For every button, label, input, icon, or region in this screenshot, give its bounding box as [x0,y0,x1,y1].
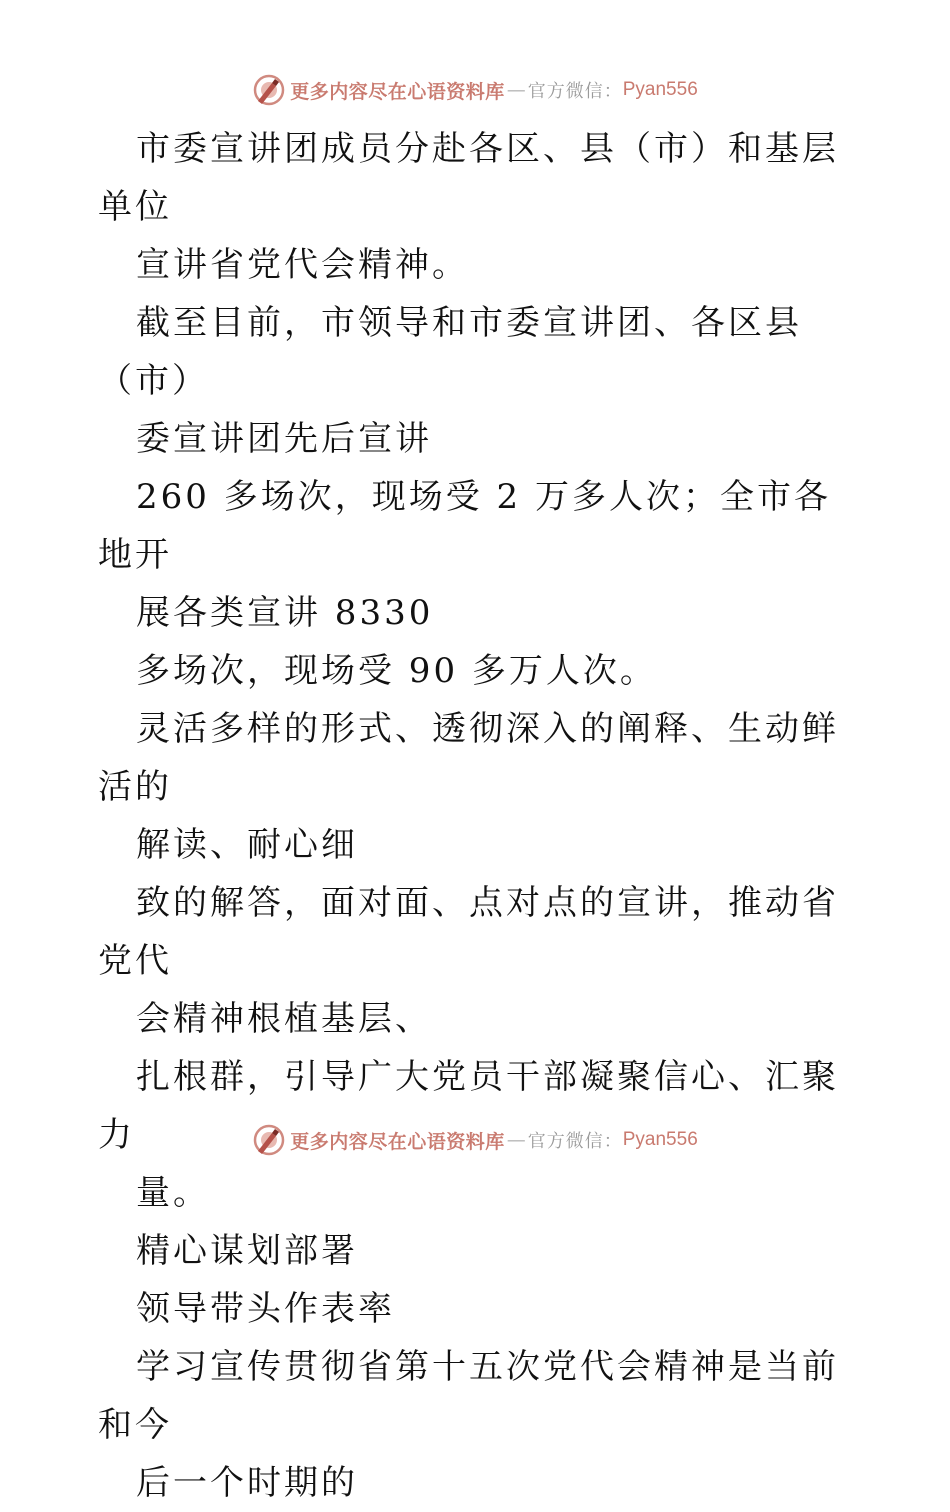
text-line: 截至目前，市领导和市委宣讲团、各区县（市） [98,303,802,401]
paragraph [98,700,858,874]
text-line: 宣讲省党代会精神。 [136,245,469,285]
text-line: 领导带头作表率 [136,1289,395,1329]
text-line: 后一个时期的 [136,1463,358,1503]
watermark-wechat-id: Pyan556 [622,79,698,100]
text-line: 解读、耐心细 [136,825,358,865]
watermark-separator: — [506,79,526,101]
paragraph [98,874,858,1048]
paragraph [98,642,858,700]
text-line: 展各类宣讲 8330 [136,593,434,633]
text-line: 会精神根植基层、 [136,999,432,1039]
watermark-official-label: 官方微信： [527,1131,623,1152]
pen-logo-icon [252,1123,286,1157]
watermark-wechat-id: Pyan556 [622,1129,698,1150]
text-line: 灵活多样的形式、透彻深入的阐释、生动鲜活的 [98,709,839,807]
footer-watermark [0,1122,950,1158]
text-line: 学习宣传贯彻省第十五次党代会精神是当前和今 [98,1347,839,1445]
text-line: 致的解答，面对面、点对点的宣讲，推动省党代 [98,883,839,981]
watermark-main-text: 更多内容尽在心语资料库 [290,1130,505,1153]
watermark-main-text: 更多内容尽在心语资料库 [290,80,505,103]
text-line: 量。 [136,1173,210,1213]
paragraph [98,1338,858,1512]
text-line: 委宣讲团先后宣讲 [136,419,432,459]
paragraph [98,294,858,468]
document-body [98,120,858,1512]
text-line: 260 多场次，现场受 2 万多人次；全市各地开 [98,477,831,575]
header-watermark [0,72,950,108]
text-line: 市委宣讲团成员分赴各区、县（市）和基层单位 [98,129,839,227]
text-line: 扎根群，引导广大党员干部凝聚信心、汇聚力 [98,1057,839,1155]
text-line: 精心谋划部署 [136,1231,358,1271]
paragraph [98,468,858,642]
watermark-separator: — [506,1129,526,1151]
text-line: 多场次，现场受 90 多万人次。 [136,651,657,691]
watermark-official-label: 官方微信： [527,81,623,102]
pen-logo-icon [252,73,286,107]
paragraph [98,120,858,294]
section-heading [98,1222,858,1280]
section-heading [98,1280,858,1338]
